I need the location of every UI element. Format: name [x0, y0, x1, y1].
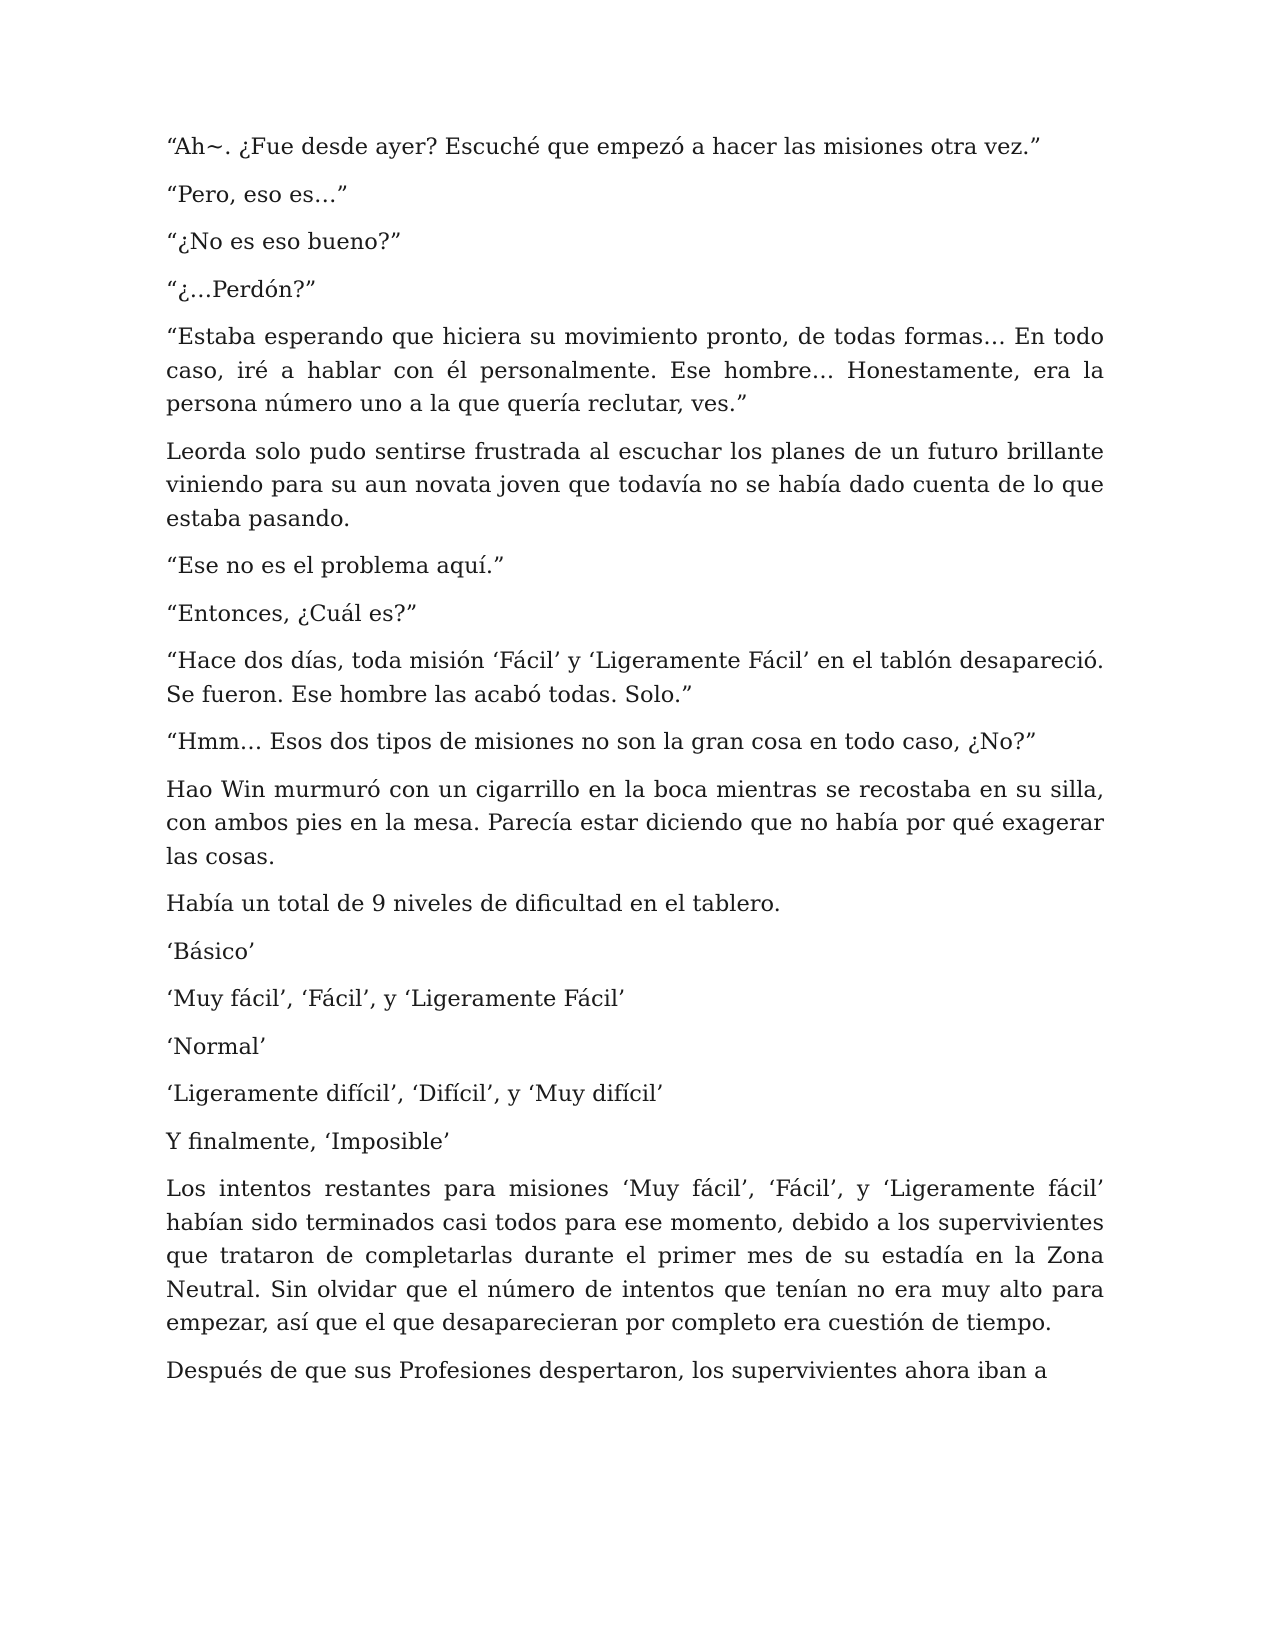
document-page: [166, 131, 1104, 1402]
paragraph: Los intentos restantes para misiones ‘Muy fácil’, ‘Fácil’, y ‘Ligeramente fácil’ habían sido terminados casi todos para ese momento, debido a los supervivientes que trataron de completarlas durante el primer mes de su estadía en la Zona Neutral. Sin olvidar que el número de intentos que tenían no era muy alto para empezar, así que el que desaparecieran por completo era cuestión de tiempo.: [166, 1176, 1104, 1336]
paragraph: ‘Normal’: [166, 1033, 267, 1060]
paragraph: Leorda solo pudo sentirse frustrada al escuchar los planes de un futuro brillante viniendo para su aun novata joven que todavía no se había dado cuenta de lo que estaba pasando.: [166, 438, 1104, 532]
paragraph: Hao Win murmuró con un cigarrillo en la boca mientras se recostaba en su silla, con ambos pies en la mesa. Parecía estar diciendo que no había por qué exagerar las cosas.: [166, 776, 1104, 870]
paragraph: “Ese no es el problema aquí.”: [166, 553, 505, 579]
paragraph: “Hmm… Esos dos tipos de misiones no son la gran cosa en todo caso, ¿No?”: [166, 729, 1037, 755]
paragraph: “Entonces, ¿Cuál es?”: [166, 600, 418, 627]
paragraph: ‘Ligeramente difícil’, ‘Difícil’, y ‘Muy difícil’: [166, 1081, 664, 1107]
paragraph: “¿No es eso bueno?”: [166, 229, 402, 255]
paragraph: ‘Muy fácil’, ‘Fácil’, y ‘Ligeramente Fácil’: [166, 986, 626, 1012]
paragraph: “Pero, eso es…”: [166, 181, 348, 208]
paragraph: “Estaba esperando que hiciera su movimiento pronto, de todas formas… En todo caso, iré a hablar con él personalmente. Ese hombre… Honestamente, era la persona número uno a la que quería reclutar, ves.”: [166, 324, 1104, 417]
paragraph: “Ah~. ¿Fue desde ayer? Escuché que empezó a hacer las misiones otra vez.”: [166, 134, 1041, 160]
paragraph: Había un total de 9 niveles de dificultad en el tablero.: [166, 891, 781, 917]
paragraph: “¿…Perdón?”: [166, 276, 317, 303]
paragraph: “Hace dos días, toda misión ‘Fácil’ y ‘Ligeramente Fácil’ en el tablón desapareció. Se fueron. Ese hombre las acabó todas. Solo.”: [166, 648, 1104, 708]
paragraph: Después de que sus Profesiones despertaron, los supervivientes ahora iban a: [166, 1357, 1048, 1384]
paragraph: Y finalmente, ‘Imposible’: [166, 1128, 451, 1155]
paragraph: ‘Básico’: [166, 938, 256, 965]
